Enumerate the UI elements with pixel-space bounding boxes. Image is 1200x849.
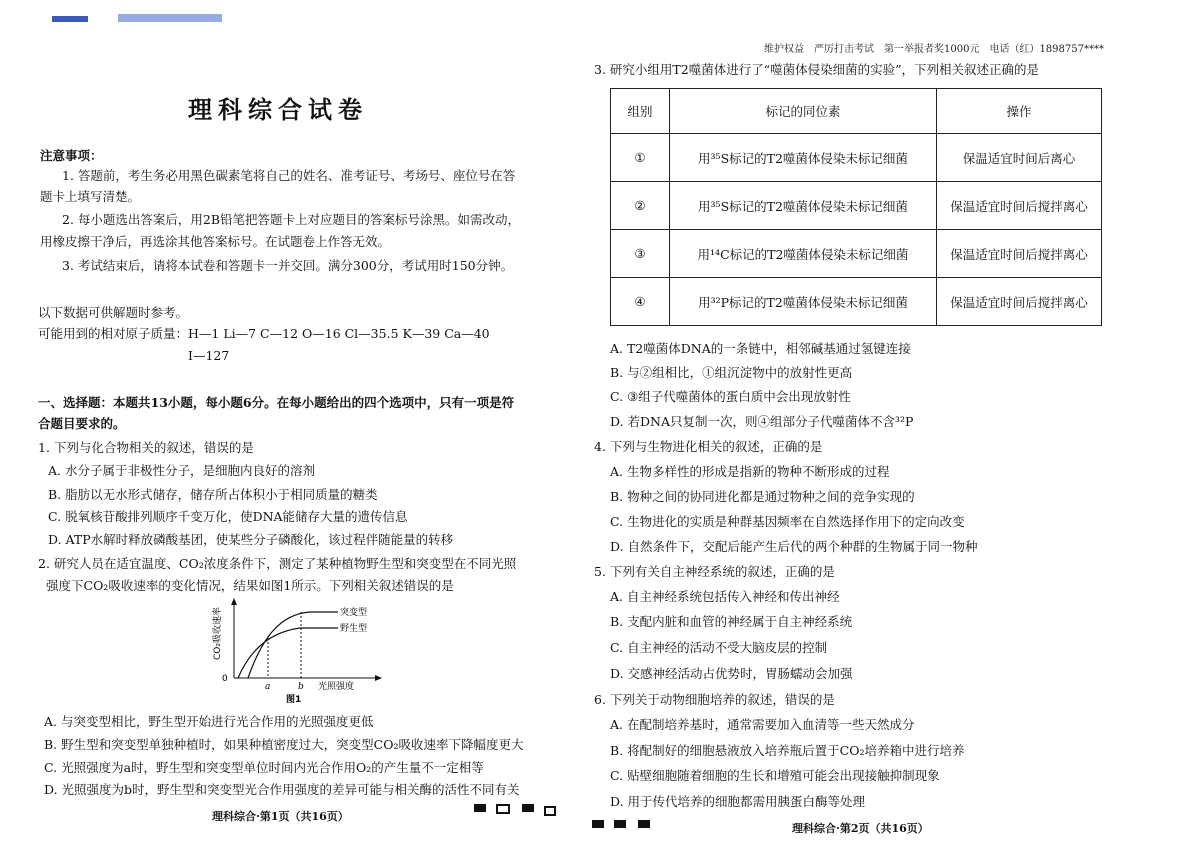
wild-curve: [238, 628, 338, 678]
table-cell-isotope: 用³⁵S标记的T2噬菌体侵染未标记细菌: [670, 182, 937, 230]
page-title: 理科综合试卷: [188, 95, 368, 124]
registration-mark: [544, 806, 556, 816]
section-heading-1: 一、选择题：本题共13小题，每小题6分。在每小题给出的四个选项中，只有一项是符: [38, 395, 515, 410]
table-cell-op: 保温适宜时间后搅拌离心: [937, 182, 1102, 230]
q5-stem: 5. 下列有关自主神经系统的叙述，正确的是: [594, 564, 835, 579]
scan-mark-2: [118, 14, 222, 22]
q2-option-c: C. 光照强度为a时，野生型和突变型单位时间内光合作用O₂的产生量不一定相等: [44, 760, 484, 775]
q2-stem-2: 强度下CO₂吸收速率的变化情况，结果如图1所示。下列相关叙述错误的是: [46, 578, 454, 593]
q5-option-b: B. 支配内脏和血管的神经属于自主神经系统: [610, 614, 853, 629]
table-header-cell: 组别: [611, 89, 670, 134]
table-cell-group: ②: [611, 182, 670, 230]
q3-option-a: A. T2噬菌体DNA的一条链中，相邻碱基通过氢键连接: [610, 341, 911, 356]
y-axis-label: CO₂吸收速率: [213, 607, 223, 660]
q5-option-d: D. 交感神经活动占优势时，胃肠蠕动会加强: [610, 666, 853, 681]
q6-stem: 6. 下列关于动物细胞培养的叙述，错误的是: [594, 692, 835, 707]
registration-mark: [496, 804, 510, 814]
x-axis-label: 光照强度: [318, 682, 355, 692]
table-cell-isotope: 用³²P标记的T2噬菌体侵染未标记细菌: [670, 278, 937, 326]
registration-mark: [614, 820, 626, 828]
notice-line-3: 2. 每小题选出答案后，用2B铅笔把答题卡上对应题目的答案标号涂黑。如需改动，: [62, 212, 521, 227]
x-tick-a: a: [265, 682, 271, 692]
notice-line-2: 题卡上填写清楚。: [40, 189, 141, 204]
q1-option-d: D. ATP水解时释放磷酸基团，使某些分子磷酸化，该过程伴随能量的转移: [48, 532, 454, 547]
data-intro: 以下数据可供解题时参考。: [38, 305, 189, 320]
q4-option-d: D. 自然条件下，交配后能产生后代的两个种群的生物属于同一物种: [610, 539, 978, 554]
scan-mark-1: [52, 16, 88, 22]
q3-option-b: B. 与②组相比，①组沉淀物中的放射性更高: [610, 365, 853, 380]
notice-line-1: 1. 答题前，考生务必用黑色碳素笔将自己的姓名、准考证号、考场号、座位号在答: [62, 168, 516, 183]
y-axis-arrow: [231, 598, 237, 605]
x-axis-arrow: [375, 675, 382, 681]
registration-mark: [592, 820, 604, 828]
table-cell-op: 保温适宜时间后搅拌离心: [937, 230, 1102, 278]
table-row: [611, 134, 1102, 182]
q6-option-a: A. 在配制培养基时，通常需要加入血清等一些天然成分: [610, 717, 915, 732]
notice-heading: 注意事项：: [40, 148, 103, 163]
legend-mutant: 突变型: [340, 608, 368, 618]
table-cell-op: 保温适宜时间后离心: [937, 134, 1102, 182]
figure-caption: 图1: [286, 695, 302, 705]
q6-option-d: D. 用于传代培养的细胞都需用胰蛋白酶等处理: [610, 794, 866, 809]
figure-1: [200, 598, 390, 710]
q1-option-a: A. 水分子属于非极性分子，是细胞内良好的溶剂: [48, 463, 315, 478]
table-row: [611, 182, 1102, 230]
q5-option-a: A. 自主神经系统包括传入神经和传出神经: [610, 589, 840, 604]
q4-option-b: B. 物种之间的协同进化都是通过物种之间的竞争实现的: [610, 489, 915, 504]
section-heading-2: 合题目要求的。: [38, 416, 126, 431]
q3-table: [610, 88, 1102, 326]
q5-option-c: C. 自主神经的活动不受大脑皮层的控制: [610, 640, 828, 655]
q2-option-d: D. 光照强度为b时，野生型和突变型光合作用强度的差异可能与相关酶的活性不同有关: [44, 782, 520, 797]
q3-option-c: C. ③组子代噬菌体的蛋白质中会出现放射性: [610, 389, 851, 404]
q4-option-a: A. 生物多样性的形成是指新的物种不断形成的过程: [610, 464, 890, 479]
q6-option-c: C. 贴壁细胞随着细胞的生长和增殖可能会出现接触抑制现象: [610, 768, 940, 783]
q3-stem: 3. 研究小组用T2噬菌体进行了“噬菌体侵染细菌的实验”，下列相关叙述正确的是: [594, 62, 1039, 77]
table-cell-op: 保温适宜时间后搅拌离心: [937, 278, 1102, 326]
q2-option-a: A. 与突变型相比，野生型开始进行光合作用的光照强度更低: [44, 714, 374, 729]
table-header-cell: 标记的同位素: [670, 89, 937, 134]
atomic-mass-line-2: I—127: [188, 348, 230, 363]
table-cell-group: ③: [611, 230, 670, 278]
notice-line-5: 3. 考试结束后，请将本试卷和答题卡一并交回。满分300分，考试用时150分钟。: [62, 258, 514, 273]
q1-stem: 1. 下列与化合物相关的叙述，错误的是: [38, 440, 254, 455]
q1-option-b: B. 脂肪以无水形式储存，储存所占体积小于相同质量的糖类: [48, 487, 378, 502]
q6-option-b: B. 将配制好的细胞悬液放入培养瓶后置于CO₂培养箱中进行培养: [610, 743, 965, 758]
q4-stem: 4. 下列与生物进化相关的叙述，正确的是: [594, 439, 823, 454]
q2-stem-1: 2. 研究人员在适宜温度、CO₂浓度条件下，测定了某种植物野生型和突变型在不同光照: [38, 556, 517, 571]
notice-line-4: 用橡皮擦干净后，再选涂其他答案标号。在试题卷上作答无效。: [40, 234, 391, 249]
registration-mark: [638, 820, 650, 828]
q1-option-c: C. 脱氧核苷酸排列顺序千变万化，使DNA能储存大量的遗传信息: [48, 509, 408, 524]
q2-option-b: B. 野生型和突变型单独种植时，如果种植密度过大，突变型CO₂吸收速率下降幅度更大: [44, 737, 524, 752]
table-header-cell: 操作: [937, 89, 1102, 134]
header-note: 维护权益 严厉打击考试 第一举报者奖1000元 电话（红）1898757****: [764, 44, 1104, 55]
table-cell-isotope: 用¹⁴C标记的T2噬菌体侵染未标记细菌: [670, 230, 937, 278]
table-row: [611, 230, 1102, 278]
atomic-mass-line-1: 可能用到的相对原子质量：H—1 Li—7 C—12 O—16 Cl—35.5 K—39 Ca—40: [38, 326, 490, 341]
q3-option-d: D. 若DNA只复制一次，则④组部分子代噬菌体不含³²P: [610, 414, 914, 429]
registration-mark: [474, 804, 486, 812]
table-cell-group: ①: [611, 134, 670, 182]
origin-label: 0: [222, 674, 228, 684]
footer-left: 理科综合·第1页（共16页）: [212, 810, 349, 823]
table-header-row: [611, 89, 1102, 134]
x-tick-b: b: [298, 682, 304, 692]
registration-mark: [522, 804, 534, 812]
table-cell-group: ④: [611, 278, 670, 326]
legend-wild: 野生型: [340, 624, 368, 634]
table-cell-isotope: 用³⁵S标记的T2噬菌体侵染未标记细菌: [670, 134, 937, 182]
q4-option-c: C. 生物进化的实质是种群基因频率在自然选择作用下的定向改变: [610, 514, 965, 529]
table-row: [611, 278, 1102, 326]
footer-right: 理科综合·第2页（共16页）: [792, 822, 929, 835]
